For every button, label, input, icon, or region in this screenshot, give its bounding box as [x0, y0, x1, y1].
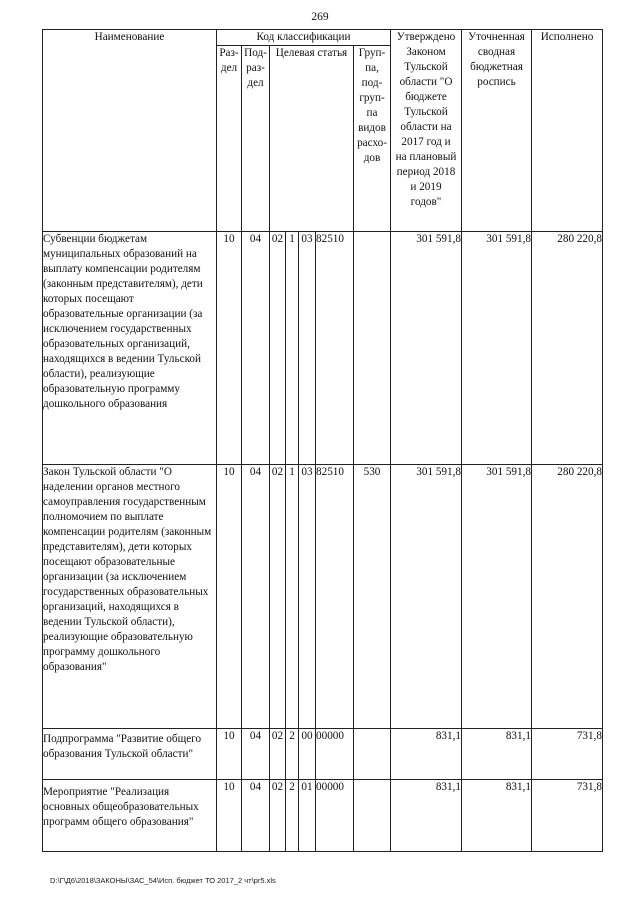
row-approved: 301 591,8	[391, 232, 462, 465]
row-cs3: 01	[299, 780, 316, 852]
row-cs4: 00000	[316, 729, 354, 780]
row-cs2: 2	[286, 729, 299, 780]
header-approved: Утверждено Законом Тульской области "О бюджете Тульской области на 2017 год и на плановый период 2018 и 2019 годов"	[391, 30, 462, 232]
header-razdel: Раз- дел	[217, 46, 242, 232]
header-podrazdel: Под- раз- дел	[242, 46, 270, 232]
row-cs1: 02	[270, 232, 286, 465]
row-name: Субвенции бюджетам муниципальных образований на выплату компенсации родителям (законным представителям), дети которых посещают образовательные организации (за исключением государственных образовательных организаций, находящихся в ведении Тульской области), реализующие образовательную программу дошкольного образования	[43, 232, 217, 465]
row-approved: 831,1	[391, 780, 462, 852]
row-name: Закон Тульской области "О наделении органов местного самоуправления государственным полномочием по выплате компенсации родителям (законным представителям), дети которых посещают образовательные организации (за исключением государственных образовательных организаций, находящихся в ведении Тульской области), реализующие образовательную программу дошкольного образования"	[43, 465, 217, 729]
table-row	[43, 780, 603, 852]
row-refined: 831,1	[462, 729, 532, 780]
budget-table	[42, 29, 603, 852]
row-razdel: 10	[217, 232, 242, 465]
table-row	[43, 232, 603, 465]
row-cs3: 03	[299, 232, 316, 465]
header-name: Наименование	[43, 30, 217, 232]
row-approved: 831,1	[391, 729, 462, 780]
file-path-footer: D:\Г\Д6\2018\ЗАКОНЫ\ЗАС_54\Исп. бюджет ТО 2017_2 чт\pr5.xls	[50, 876, 276, 885]
row-executed: 280 220,8	[532, 465, 603, 729]
row-cs4: 00000	[316, 780, 354, 852]
row-refined: 301 591,8	[462, 465, 532, 729]
row-cs1: 02	[270, 729, 286, 780]
row-approved: 301 591,8	[391, 465, 462, 729]
row-group	[354, 780, 391, 852]
page-number: 269	[311, 11, 329, 23]
row-podrazdel: 04	[242, 232, 270, 465]
row-cs3: 00	[299, 729, 316, 780]
row-executed: 731,8	[532, 729, 603, 780]
row-razdel: 10	[217, 729, 242, 780]
row-cs1: 02	[270, 780, 286, 852]
row-cs2: 1	[286, 232, 299, 465]
table-row	[43, 465, 603, 729]
row-group: 530	[354, 465, 391, 729]
row-group	[354, 729, 391, 780]
table-row	[43, 729, 603, 780]
row-podrazdel: 04	[242, 465, 270, 729]
header-executed: Исполнено	[532, 30, 603, 232]
row-group	[354, 232, 391, 465]
row-refined: 831,1	[462, 780, 532, 852]
header-refined: Уточненная сводная бюджетная роспись	[462, 30, 532, 232]
row-executed: 731,8	[532, 780, 603, 852]
row-refined: 301 591,8	[462, 232, 532, 465]
row-cs2: 1	[286, 465, 299, 729]
row-cs2: 2	[286, 780, 299, 852]
header-classification: Код классификации	[217, 30, 391, 46]
row-cs3: 03	[299, 465, 316, 729]
row-name: Подпрограмма "Развитие общего образования Тульской области"	[43, 729, 217, 780]
row-cs4: 82510	[316, 465, 354, 729]
row-cs1: 02	[270, 465, 286, 729]
header-gruppa: Груп- па, под- груп- па видов расхо- дов	[354, 46, 391, 232]
row-podrazdel: 04	[242, 729, 270, 780]
row-razdel: 10	[217, 465, 242, 729]
row-executed: 280 220,8	[532, 232, 603, 465]
row-podrazdel: 04	[242, 780, 270, 852]
row-cs4: 82510	[316, 232, 354, 465]
row-razdel: 10	[217, 780, 242, 852]
header-celevaya: Целевая статья	[270, 46, 354, 232]
row-name: Мероприятие "Реализация основных общеобразовательных программ общего образования"	[43, 780, 217, 852]
